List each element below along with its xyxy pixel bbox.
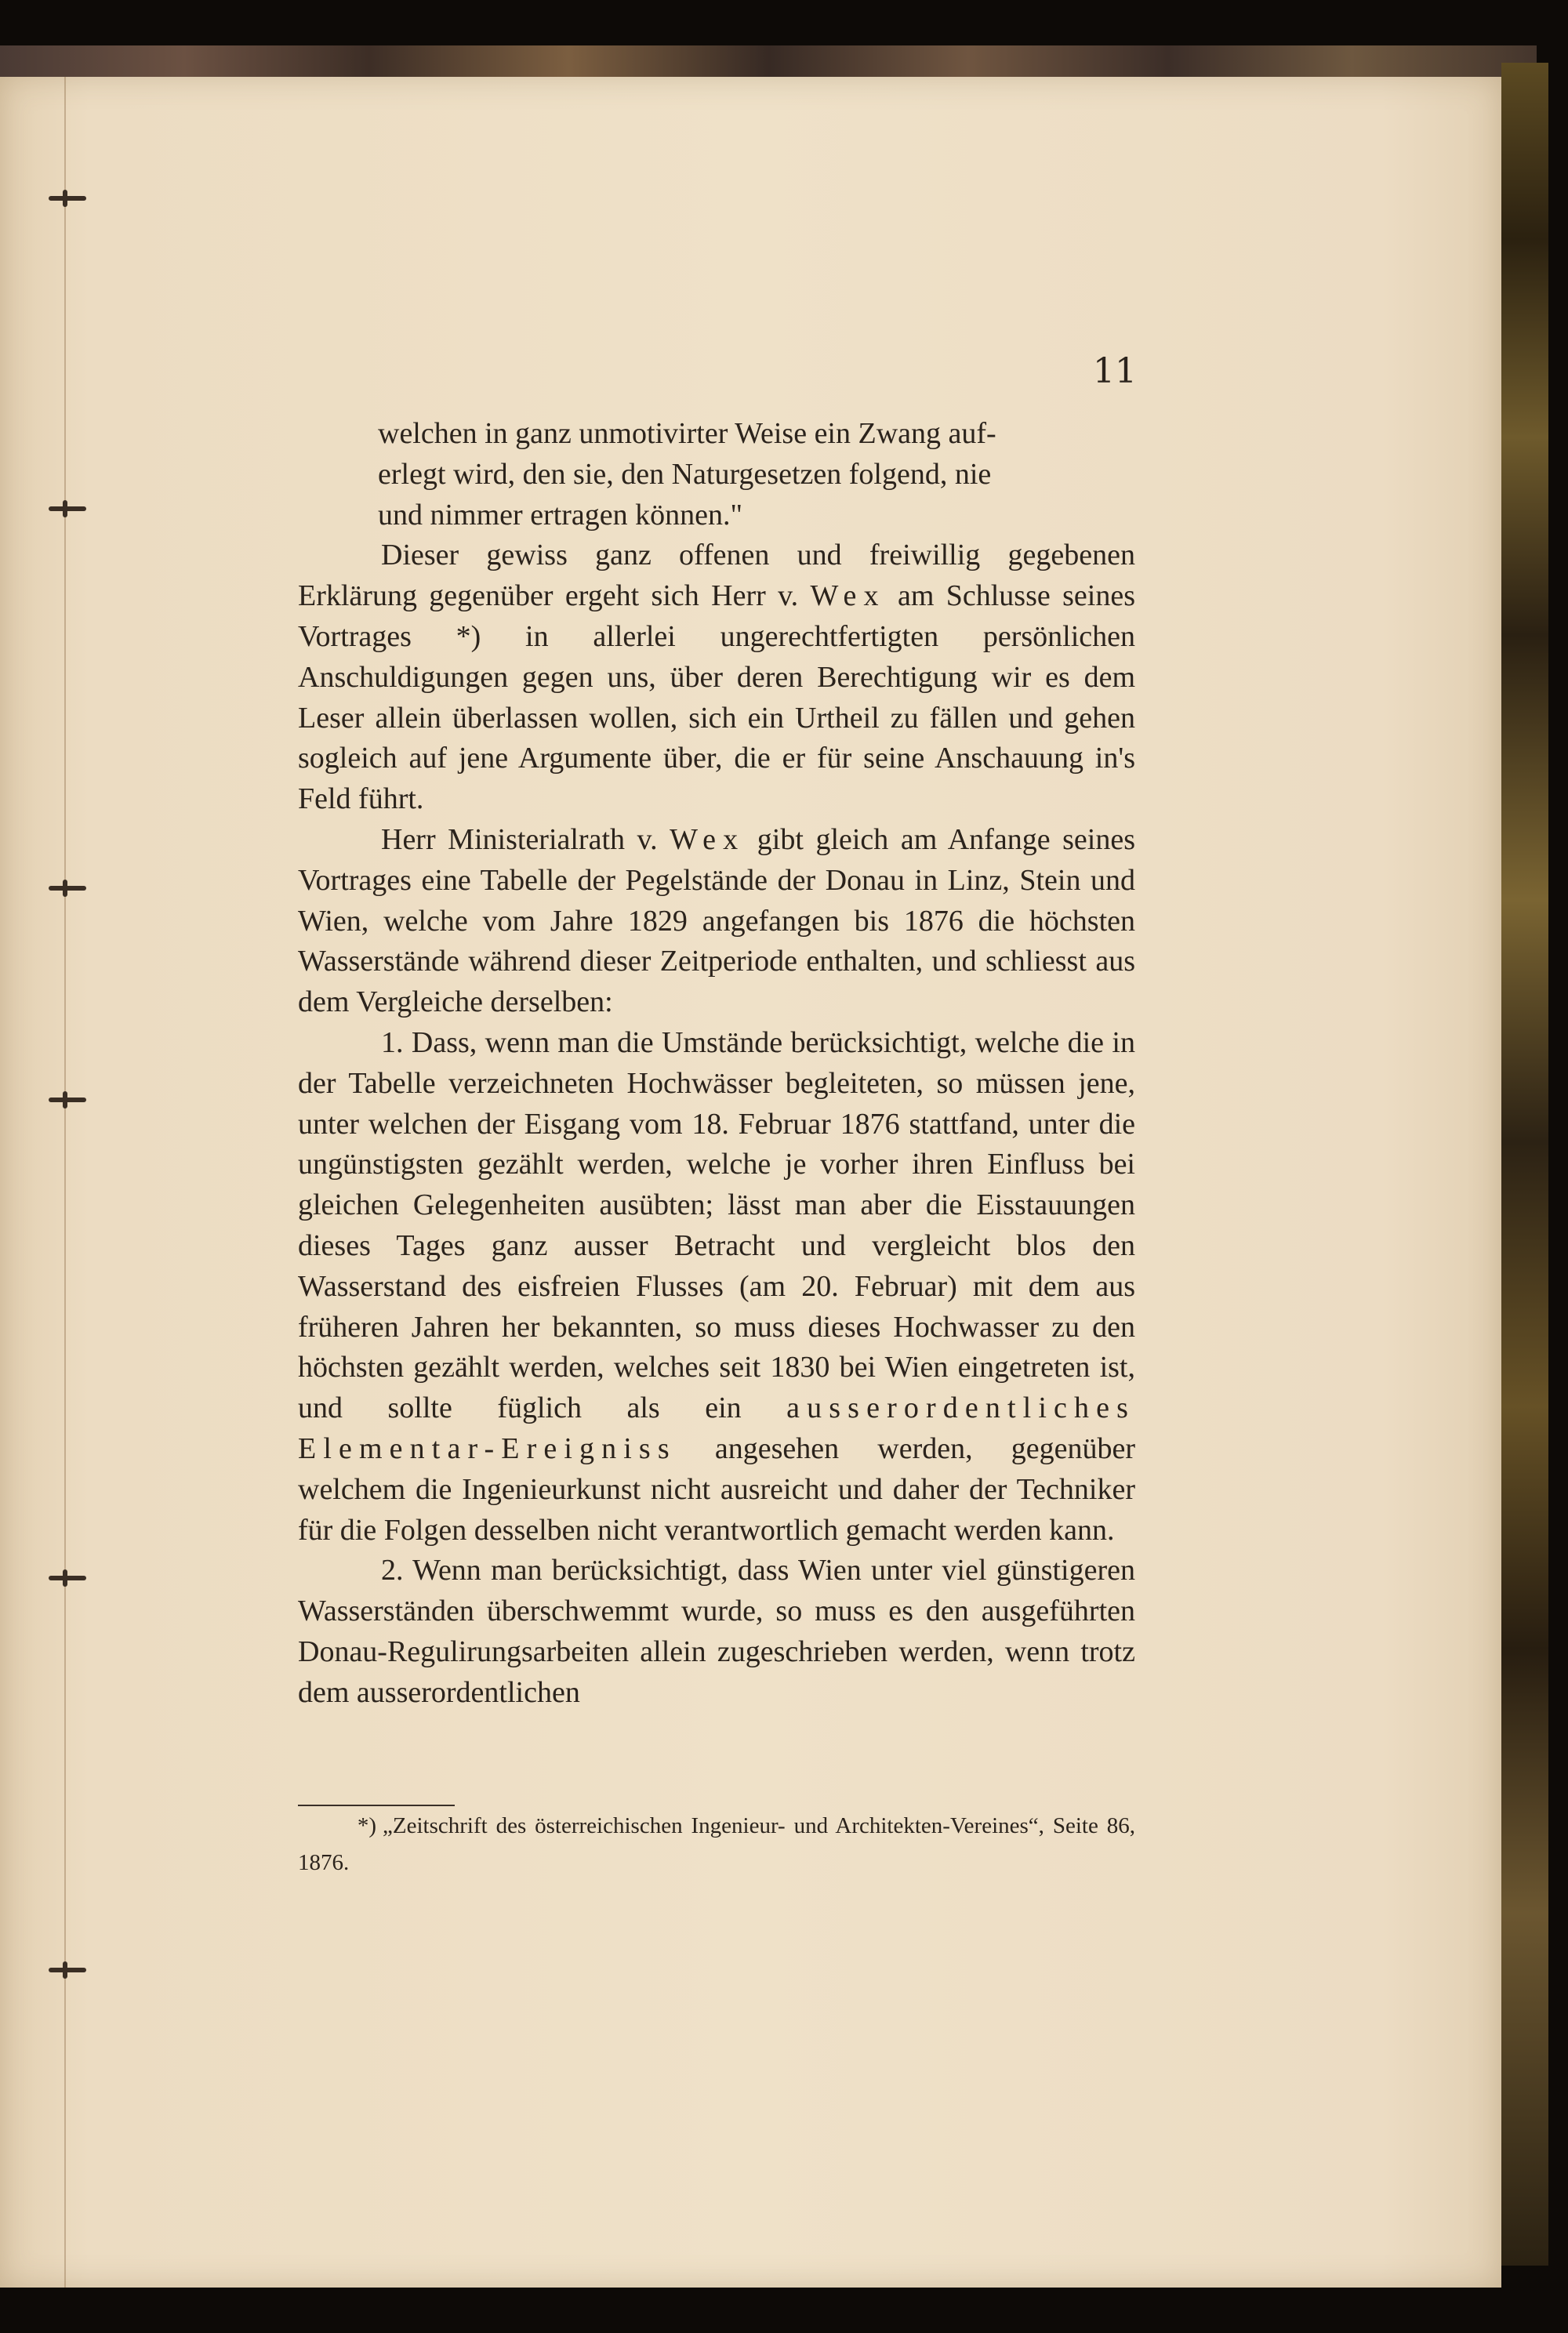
footnote-text: „Zeitschrift des österreichischen Ingenieur- und Architekten-Vereines“, Seite 86, 1876. [298,1813,1135,1875]
book-cover-top-edge [0,45,1537,77]
binding-stitch-mark [49,506,86,511]
quote-line: erlegt wird, den sie, den Naturgesetzen folgend, nie [378,457,992,491]
paragraph-statement [298,535,1135,820]
footnote-marker: *) [357,1813,376,1838]
spaced-name: Wex [670,822,746,856]
paragraph-text: gibt gleich am Anfange seines Vortrages eine Tabelle der Pegelstände der Donau in Linz, Stein und Wien, welche vom Jahre 1829 angefangen bis 1876 die höchsten Wasserstände während dieser Zeitperiode enthalten, und schliesst aus dem Vergleiche derselben: [298,822,1135,1019]
spaced-emphasis: ausserordentliches Elementar-Ereigniss [298,1391,1135,1465]
paragraph-text: angesehen werden, gegenüber welchem die Ingenieurkunst nicht ausreicht und daher der Techniker für die Folgen desselben nicht verantwortlich gemacht werden kann. [298,1431,1135,1547]
paragraph-text: 1. Dass, wenn man die Umstände berücksichtigt, welche die in der Tabelle verzeichneten Hochwässer begleiteten, so müssen jene, unter welchen der Eisgang vom 18. Februar 1876 stattfand, unter die ungünstigsten gezählt werden, welche je vorher ihren Einfluss bei gleichen Gelegenheiten ausübten; lässt man aber die Eisstauungen dieses Tages ganz ausser Betracht und vergleicht blos den Wasserstand des eisfreien Flusses (am 20. Februar) mit dem aus früheren Jahren her bekannten, so muss dieses Hochwasser zu den höchsten gezählt werden, welches seit 1830 bei Wien eingetreten ist, und sollte füglich als ein [298,1025,1135,1425]
paragraph-table [298,820,1135,1023]
paragraph-text: Herr Ministerialrath v. [381,822,670,856]
page-number: 11 [1093,351,1137,391]
binding-gutter [64,77,66,2288]
numbered-point-2: 2. Wenn man berücksichtigt, dass Wien unter viel günstigeren Wasserständen überschwemmt wurde, so muss es den ausgeführten Donau-Regulirungsarbeiten allein zugeschrieben werden, wenn trotz dem ausserordentlichen [298,1554,1135,1709]
paragraph-text: Dieser gewiss ganz offenen und freiwillig gegebenen Erklärung gegenüber ergeht sich Herr v. [298,539,1135,613]
binding-stitch-mark [49,886,86,891]
numbered-point-1 [298,1023,1135,1551]
quote-line: welchen in ganz unmotivirter Weise ein Zwang auf- [378,417,996,450]
footnote-rule [298,1805,455,1806]
binding-stitch-mark [49,1968,86,1972]
body-text [298,414,1135,1714]
binding-stitch-mark [49,1098,86,1102]
footnote [298,1808,1135,1881]
book-cover-right-edge [1501,63,1548,2266]
binding-stitch-mark [49,196,86,201]
paragraph-text: am Schlusse seines Vortrages *) in allerlei ungerechtfertigten persönlichen Anschuldigungen gegen uns, über deren Berechtigung wir es dem Leser allein überlassen wollen, sich ein Urtheil zu fällen und gehen sogleich auf jene Argumente über, die er für seine Anschauung in's Feld führt. [298,579,1135,816]
binding-stitch-mark [49,1576,86,1580]
spaced-name: Wex [810,579,886,613]
quote-line: und nimmer ertragen können." [378,498,743,532]
